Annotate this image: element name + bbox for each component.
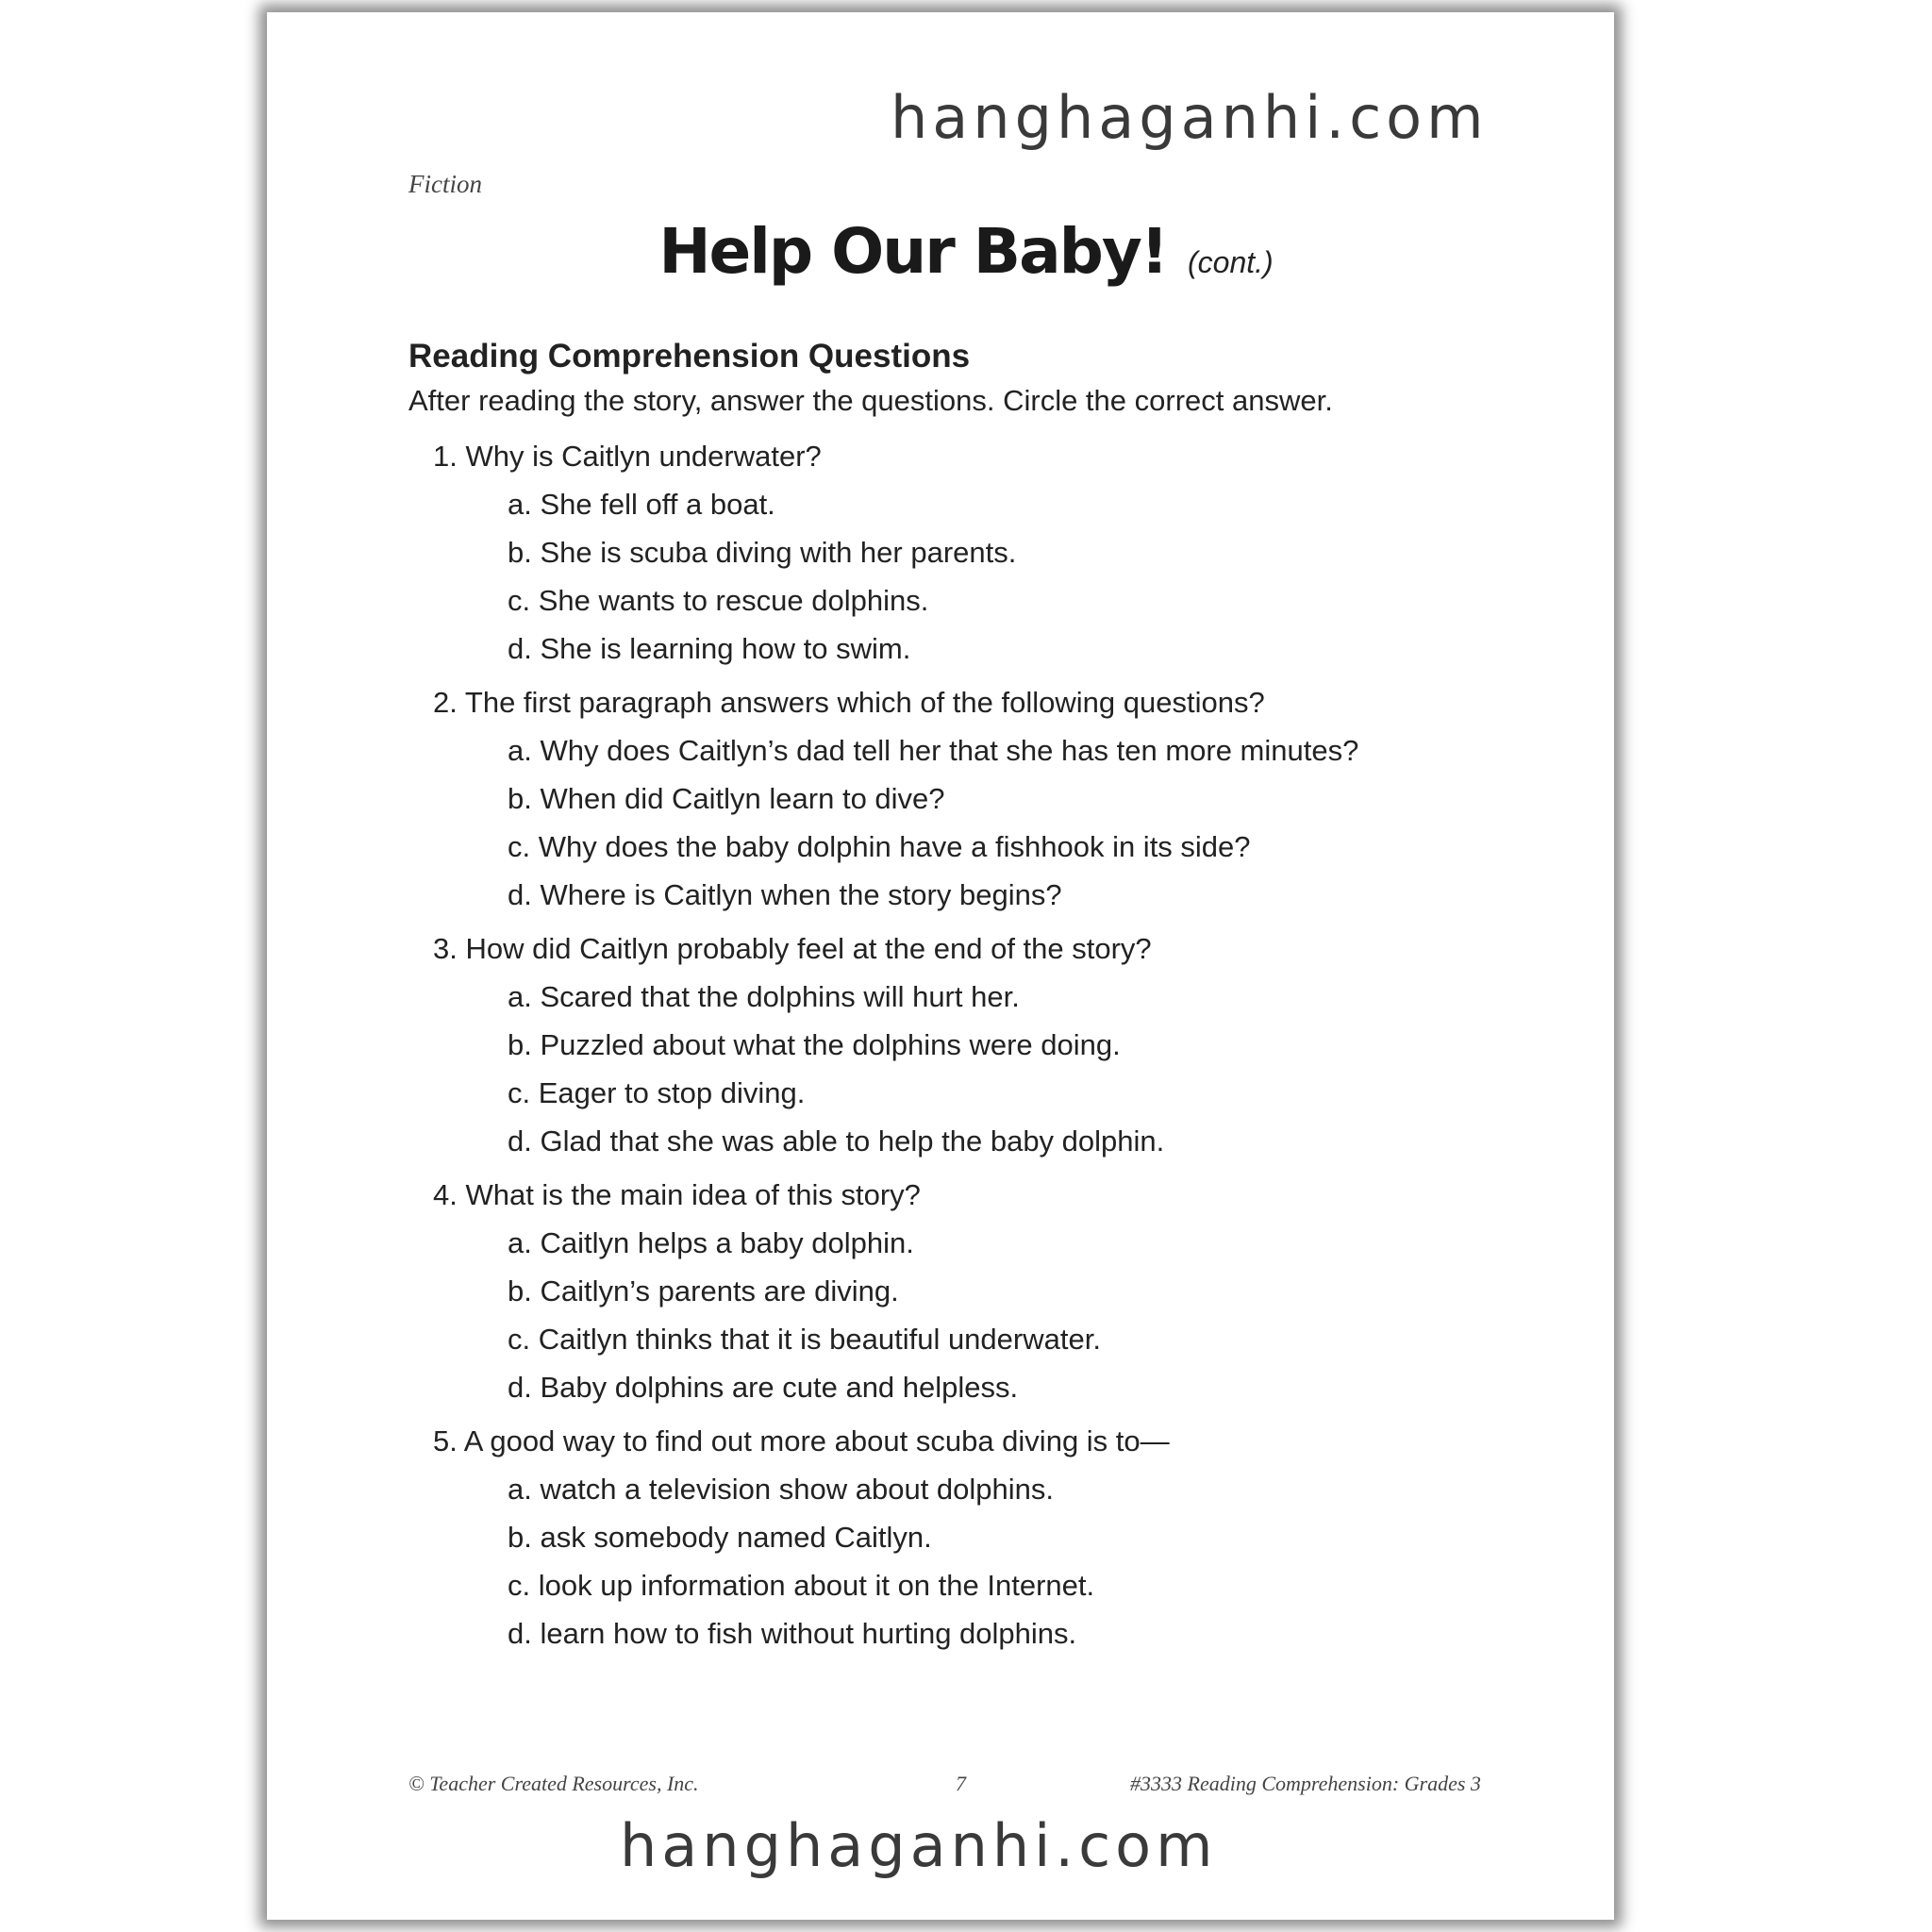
answer-option: c. Eager to stop diving. bbox=[508, 1076, 806, 1109]
question-5 bbox=[433, 1417, 1522, 1657]
answer-option: c. She wants to rescue dolphins. bbox=[508, 584, 929, 617]
answer-option: d. Where is Caitlyn when the story begins? bbox=[508, 878, 1062, 911]
answer-option: b. When did Caitlyn learn to dive? bbox=[508, 782, 945, 815]
question-text: 2. The first paragraph answers which of the following questions? bbox=[433, 686, 1265, 719]
question-text: 5. A good way to find out more about scuba diving is to— bbox=[433, 1424, 1170, 1457]
title-suffix: (cont.) bbox=[1187, 245, 1274, 279]
question-text: 1. Why is Caitlyn underwater? bbox=[433, 440, 822, 473]
answer-option: a. Why does Caitlyn’s dad tell her that she has ten more minutes? bbox=[508, 734, 1359, 767]
watermark-top: hanghaganhi.com bbox=[891, 83, 1489, 152]
answer-option: c. Why does the baby dolphin have a fishhook in its side? bbox=[508, 830, 1251, 863]
instructions: After reading the story, answer the questions. Circle the correct answer. bbox=[408, 384, 1333, 417]
answer-option: a. She fell off a boat. bbox=[508, 488, 775, 521]
answer-option: d. Glad that she was able to help the baby dolphin. bbox=[508, 1124, 1165, 1158]
answer-option: d. She is learning how to swim. bbox=[508, 632, 911, 665]
footer-book-title: #3333 Reading Comprehension: Grades 3 bbox=[1130, 1772, 1481, 1795]
answer-option: a. Caitlyn helps a baby dolphin. bbox=[508, 1226, 914, 1259]
page-title: Help Our Baby! bbox=[658, 215, 1167, 288]
section-heading: Reading Comprehension Questions bbox=[408, 338, 971, 375]
answer-option: a. Scared that the dolphins will hurt her. bbox=[508, 980, 1020, 1013]
footer-page-number: 7 bbox=[956, 1772, 966, 1795]
answer-option: b. Caitlyn’s parents are diving. bbox=[508, 1274, 899, 1307]
footer-copyright: © Teacher Created Resources, Inc. bbox=[408, 1772, 699, 1795]
title-row bbox=[0, 215, 1932, 288]
question-4 bbox=[433, 1171, 1522, 1411]
section-label: Fiction bbox=[408, 170, 482, 198]
answer-option: b. ask somebody named Caitlyn. bbox=[508, 1521, 932, 1554]
question-2 bbox=[433, 678, 1522, 919]
question-1 bbox=[433, 432, 1522, 673]
question-text: 3. How did Caitlyn probably feel at the end of the story? bbox=[433, 932, 1152, 965]
answer-option: b. She is scuba diving with her parents. bbox=[508, 536, 1017, 569]
answer-option: d. learn how to fish without hurting dolphins. bbox=[508, 1617, 1077, 1650]
answer-option: d. Baby dolphins are cute and helpless. bbox=[508, 1371, 1019, 1404]
answer-option: c. Caitlyn thinks that it is beautiful underwater. bbox=[508, 1323, 1101, 1356]
answer-option: b. Puzzled about what the dolphins were doing. bbox=[508, 1028, 1121, 1061]
question-3 bbox=[433, 924, 1522, 1165]
answer-option: c. look up information about it on the Internet. bbox=[508, 1569, 1095, 1602]
question-text: 4. What is the main idea of this story? bbox=[433, 1178, 921, 1211]
answer-option: a. watch a television show about dolphins. bbox=[508, 1473, 1055, 1506]
watermark-bottom: hanghaganhi.com bbox=[620, 1811, 1218, 1880]
questions-section bbox=[408, 334, 1522, 1663]
